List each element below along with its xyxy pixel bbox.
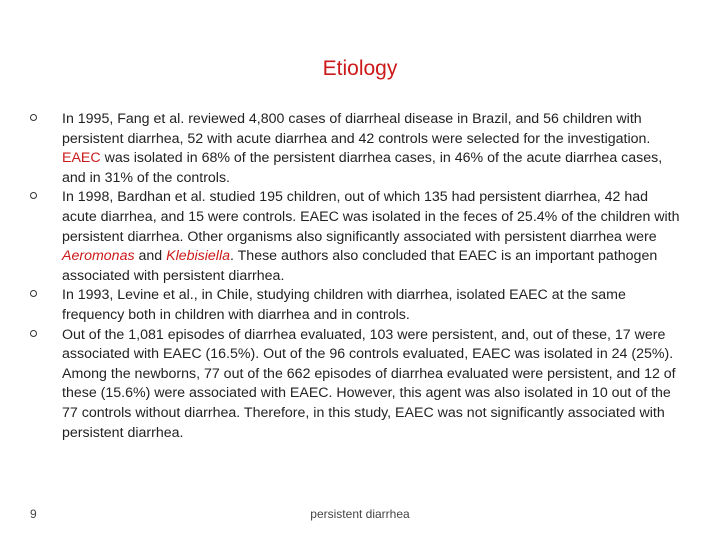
bullet-item-levine-1993: [30, 286, 680, 325]
bullet-item-bardhan-1998: [30, 188, 680, 286]
bullet-text: and: [134, 248, 167, 265]
circle-bullet-icon: [30, 192, 37, 199]
bullet-item-fang-1995: [30, 110, 680, 188]
slide-title: Etiology: [322, 57, 398, 80]
bullet-text: In 1995, Fang et al. reviewed 4,800 cases of diarrheal disease in Brazil, and 56 children with persistent diarrhea, 52 with acute diarrhea and 42 controls were selected for the investigation.: [62, 111, 651, 147]
circle-bullet-icon: [30, 290, 37, 297]
bullet-text: Out of the 1,081 episodes of diarrhea evaluated, 103 were persistent, and, out of these, 17 were associated with EAEC (16.5%). Out of the 96 controls evaluated, EAEC was isolated in 24 (25%). Among the newborns, 77 out of the 662 episodes of diarrhea evaluated were persistent, and 12 of these (15.6%) were associated with EAEC. However, this agent was also isolated in 10 out of the 77 controls without diarrhea. Therefore, in this study, EAEC was not significantly associated with persistent diarrhea.: [62, 326, 676, 441]
organism-klebisiella: Klebisiella: [166, 248, 231, 265]
circle-bullet-icon: [30, 330, 37, 337]
organism-aeromonas: Aeromonas: [62, 248, 135, 265]
bullet-text: was isolated in 68% of the persistent diarrhea cases, in 46% of the acute diarrhea cases, and in 31% of the controls.: [62, 150, 663, 186]
bullet-text: In 1993, Levine et al., in Chile, studying children with diarrhea, isolated EAEC at the same frequency both in children with diarrhea and in controls.: [62, 287, 626, 323]
bullet-item-episodes: [30, 326, 680, 444]
eaec-highlight: EAEC: [62, 150, 101, 167]
bullet-text: . These authors also concluded that EAEC is an important pathogen associated with persistent diarrhea.: [62, 248, 658, 284]
bullet-list: [30, 110, 680, 443]
bullet-text: In 1998, Bardhan et al. studied 195 children, out of which 135 had persistent diarrhea, 42 had acute diarrhea, and 15 were controls. EAEC was isolated in the feces of 25.4% of the children with persistent diarrhea. Other organisms also significantly associated with persistent diarrhea were: [62, 189, 680, 245]
footer-text: persistent diarrhea: [310, 507, 410, 521]
page-number: 9: [30, 507, 37, 521]
circle-bullet-icon: [30, 114, 37, 121]
